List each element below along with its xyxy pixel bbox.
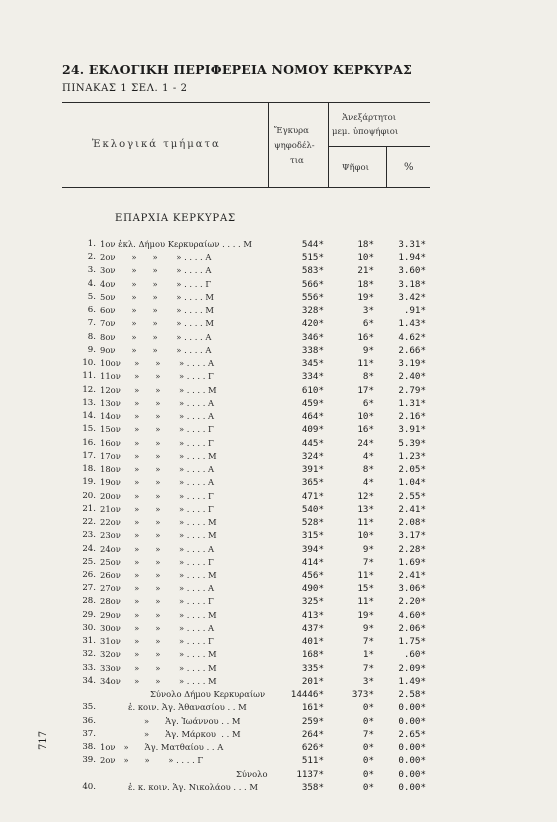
page-number: 717 <box>38 730 49 750</box>
percent-value: 0.00* <box>398 702 426 714</box>
row-number: 28. <box>82 596 96 607</box>
percent-value: 3.18* <box>398 278 426 290</box>
row-label: 22ον » » » . . . . Μ <box>100 517 217 528</box>
row-label: 20ον » » » . . . . Γ <box>100 490 214 501</box>
percent-value: 2.09* <box>398 662 426 674</box>
row-label: 14ον » » » . . . . Α <box>100 411 215 422</box>
row-number: 37. <box>82 728 96 739</box>
votes-value: 19* <box>357 291 374 303</box>
votes-value: 10* <box>357 411 374 423</box>
valid-ballots-value: 394* <box>301 543 324 555</box>
row-label: 24ον » » » . . . . Α <box>100 543 215 554</box>
header-subrule <box>328 146 430 147</box>
percent-value: 2.55* <box>398 490 426 502</box>
row-label: 8ον » » » . . . . Α <box>100 331 212 342</box>
header-valid-2: ψηφοδέλ- <box>274 141 315 151</box>
votes-value: 15* <box>357 583 374 595</box>
votes-value: 9* <box>362 344 374 356</box>
row-label: 27ον » » » . . . . Α <box>100 583 215 594</box>
valid-ballots-value: 490* <box>301 583 324 595</box>
percent-value: 2.41* <box>398 570 426 581</box>
row-label: 16ον » » » . . . . Γ <box>100 437 214 448</box>
valid-ballots-value: 471* <box>301 490 324 502</box>
valid-ballots-value: 583* <box>301 265 324 277</box>
row-label: 31ον » » » . . . . Γ <box>100 636 214 647</box>
votes-value: 9* <box>362 622 374 634</box>
percent-value: 2.79* <box>398 384 426 396</box>
row-number: 25. <box>82 556 96 567</box>
row-label: 2ον » » » . . . . Α <box>100 252 212 263</box>
percent-value: 1.31* <box>398 397 426 409</box>
row-number: 19. <box>82 477 96 488</box>
row-number: 39. <box>82 755 96 766</box>
votes-value: 16* <box>357 424 374 436</box>
percent-value: 1.49* <box>398 675 426 687</box>
votes-value: 0* <box>362 715 374 727</box>
valid-ballots-value: 324* <box>301 450 324 462</box>
votes-value: 7* <box>362 662 374 674</box>
votes-value: 11* <box>357 517 374 529</box>
votes-value: 10* <box>357 252 374 264</box>
votes-value: 6* <box>362 397 374 409</box>
row-label: 6ον » » » . . . . Μ <box>100 305 214 316</box>
valid-ballots-value: 528* <box>301 517 324 529</box>
row-label: 7ον » » » . . . . Μ <box>100 318 214 329</box>
row-label: 10ον » » » . . . . Α <box>100 358 215 369</box>
row-label: 9ον » » » . . . . Α <box>100 344 212 355</box>
row-number: 27. <box>82 583 96 594</box>
percent-value: 2.40* <box>398 371 426 383</box>
row-number: 4. <box>87 278 96 289</box>
votes-value: 1* <box>362 649 374 661</box>
row-number: 2. <box>87 252 96 263</box>
percent-value: 1.43* <box>398 318 426 330</box>
votes-value: 0* <box>362 755 374 767</box>
votes-value: 24* <box>357 437 374 449</box>
header-divider-3 <box>386 146 387 187</box>
row-number: 26. <box>82 570 96 580</box>
percent-value: .60* <box>403 649 426 661</box>
row-label: 30ον » » » . . . . Α <box>100 622 215 633</box>
row-label: Σύνολο <box>236 768 268 779</box>
percent-value: 1.75* <box>398 636 426 648</box>
percent-value: 1.04* <box>398 477 426 489</box>
valid-ballots-value: 325* <box>301 596 324 608</box>
row-number: 9. <box>87 344 96 355</box>
header-pct: % <box>404 162 414 173</box>
row-number: 34. <box>82 675 96 686</box>
votes-value: 10* <box>357 530 374 542</box>
row-number: 15. <box>82 424 96 435</box>
percent-value: 3.42* <box>398 291 426 303</box>
votes-value: 0* <box>362 768 374 780</box>
votes-value: 9* <box>362 543 374 555</box>
header-divider-2 <box>328 102 329 187</box>
valid-ballots-value: 259* <box>301 715 324 727</box>
valid-ballots-value: 459* <box>301 397 324 409</box>
percent-value: 2.58* <box>398 689 426 701</box>
table-row <box>0 782 557 797</box>
valid-ballots-value: 566* <box>301 278 324 290</box>
percent-value: 2.05* <box>398 464 426 476</box>
row-label: 15ον » » » . . . . Γ <box>100 424 214 435</box>
row-label: 29ον » » » . . . . Μ <box>100 609 217 620</box>
votes-value: 7* <box>362 636 374 648</box>
votes-value: 12* <box>357 490 374 502</box>
votes-value: 373* <box>351 689 374 701</box>
row-label: ἐ. κ. κοιν. Ἁγ. Νικολάου . . . Μ <box>128 781 258 792</box>
percent-value: .91* <box>403 305 426 317</box>
valid-ballots-value: 346* <box>301 331 324 343</box>
valid-ballots-value: 515* <box>301 252 324 264</box>
row-number: 14. <box>82 411 96 422</box>
row-number: 32. <box>82 649 96 660</box>
percent-value: 2.16* <box>398 411 426 423</box>
votes-value: 11* <box>357 570 374 581</box>
percent-value: 2.28* <box>398 543 426 555</box>
header-divider-1 <box>268 102 269 187</box>
votes-value: 19* <box>357 609 374 621</box>
percent-value: 2.41* <box>398 503 426 515</box>
valid-ballots-value: 540* <box>301 503 324 515</box>
percent-value: 2.08* <box>398 517 426 529</box>
percent-value: 1.94* <box>398 252 426 264</box>
row-label: 19ον » » » . . . . Α <box>100 477 215 488</box>
row-label: 28ον » » » . . . . Γ <box>100 596 214 607</box>
row-number: 20. <box>82 490 96 501</box>
votes-value: 6* <box>362 318 374 330</box>
row-label: 17ον » » » . . . . Μ <box>100 450 217 461</box>
row-label: 1ον » Ἁγ. Ματθαίου . . Α <box>100 742 224 753</box>
row-label: 3ον » » » . . . . Α <box>100 265 212 276</box>
row-label: 18ον » » » . . . . Α <box>100 464 215 475</box>
row-number: 31. <box>82 636 96 647</box>
valid-ballots-value: 511* <box>301 755 324 767</box>
row-number: 5. <box>87 291 96 302</box>
row-label: 25ον » » » . . . . Γ <box>100 556 214 567</box>
row-label: 1ον ἐκλ. Δήμου Κερκυραίων . . . . Μ <box>100 239 252 249</box>
percent-value: 3.60* <box>398 265 426 277</box>
percent-value: 4.60* <box>398 609 426 621</box>
percent-value: 0.00* <box>398 781 426 793</box>
valid-ballots-value: 1137* <box>296 768 324 780</box>
row-label: » Ἁγ. Ἰωάννου . . Μ <box>128 715 241 726</box>
percent-value: 5.39* <box>398 437 426 449</box>
percent-value: 3.91* <box>398 424 426 436</box>
percent-value: 3.06* <box>398 583 426 595</box>
row-number: 22. <box>82 517 96 528</box>
valid-ballots-value: 556* <box>301 291 324 303</box>
valid-ballots-value: 610* <box>301 384 324 396</box>
header-valid-3: τια <box>290 156 304 166</box>
valid-ballots-value: 161* <box>301 702 324 714</box>
row-label: 13ον » » » . . . . Α <box>100 397 215 408</box>
percent-value: 1.23* <box>398 450 426 462</box>
votes-value: 7* <box>362 728 374 740</box>
table-subtitle: ΠΙΝΑΚΑΣ 1 ΣΕΛ. 1 - 2 <box>62 83 188 94</box>
row-label: 5ον » » » . . . . Μ <box>100 291 214 302</box>
votes-value: 8* <box>362 371 374 383</box>
percent-value: 2.65* <box>398 728 426 740</box>
percent-value: 0.00* <box>398 755 426 767</box>
row-number: 35. <box>82 702 96 713</box>
percent-value: 2.06* <box>398 622 426 634</box>
page-title: 24. ΕΚΛΟΓΙΚΗ ΠΕΡΙΦΕΡΕΙΑ ΝΟΜΟΥ ΚΕΡΚΥΡΑΣ <box>62 62 413 77</box>
percent-value: 0.00* <box>398 742 426 754</box>
valid-ballots-value: 264* <box>301 728 324 740</box>
row-number: 12. <box>82 384 96 395</box>
section-title: ΕΠΑΡΧΙΑ ΚΕΡΚΥΡΑΣ <box>115 213 236 224</box>
votes-value: 4* <box>362 477 374 489</box>
votes-value: 11* <box>357 596 374 608</box>
row-number: 6. <box>87 305 96 316</box>
row-number: 7. <box>87 318 96 329</box>
votes-value: 11* <box>357 358 374 370</box>
votes-value: 3* <box>362 305 374 317</box>
row-label: 32ον » » » . . . . Μ <box>100 649 217 660</box>
percent-value: 2.66* <box>398 344 426 356</box>
percent-value: 4.62* <box>398 331 426 343</box>
votes-value: 0* <box>362 781 374 793</box>
votes-value: 16* <box>357 331 374 343</box>
header-votes: Ψῆφοι <box>342 163 369 173</box>
row-number: 8. <box>87 331 96 342</box>
row-label: 26ον » » » . . . . Μ <box>100 570 217 580</box>
valid-ballots-value: 358* <box>301 781 324 793</box>
percent-value: 2.20* <box>398 596 426 608</box>
percent-value: 3.17* <box>398 530 426 542</box>
valid-ballots-value: 335* <box>301 662 324 674</box>
valid-ballots-value: 334* <box>301 371 324 383</box>
header-indep-2: μεμ. ὑποψήφιοι <box>332 127 399 137</box>
row-label: 4ον » » » . . . . Γ <box>100 278 212 289</box>
percent-value: 0.00* <box>398 768 426 780</box>
valid-ballots-value: 409* <box>301 424 324 436</box>
valid-ballots-value: 544* <box>301 239 324 250</box>
valid-ballots-value: 345* <box>301 358 324 370</box>
valid-ballots-value: 626* <box>301 742 324 754</box>
row-label: Σύνολο Δήμου Κερκυραίων <box>150 689 266 700</box>
valid-ballots-value: 414* <box>301 556 324 568</box>
percent-value: 0.00* <box>398 715 426 727</box>
row-label: 12ον » » » . . . . Μ <box>100 384 217 395</box>
valid-ballots-value: 338* <box>301 344 324 356</box>
header-valid-1: Ἔγκυρα <box>274 126 309 136</box>
row-number: 30. <box>82 622 96 633</box>
valid-ballots-value: 413* <box>301 609 324 621</box>
valid-ballots-value: 168* <box>301 649 324 661</box>
row-number: 13. <box>82 397 96 408</box>
valid-ballots-value: 201* <box>301 675 324 687</box>
percent-value: 1.69* <box>398 556 426 568</box>
votes-value: 3* <box>362 675 374 687</box>
row-number: 38. <box>82 742 96 753</box>
row-number: 3. <box>87 265 96 276</box>
votes-value: 0* <box>362 702 374 714</box>
row-number: 33. <box>82 662 96 673</box>
valid-ballots-value: 328* <box>301 305 324 317</box>
header-top-rule <box>62 102 430 103</box>
row-number: 40. <box>82 781 96 792</box>
row-number: 24. <box>82 543 96 554</box>
row-label: 21ον » » » . . . . Γ <box>100 503 214 514</box>
votes-value: 18* <box>357 278 374 290</box>
valid-ballots-value: 437* <box>301 622 324 634</box>
row-number: 17. <box>82 450 96 461</box>
row-label: » Ἁγ. Μάρκου . . Μ <box>128 728 241 739</box>
row-number: 18. <box>82 464 96 475</box>
valid-ballots-value: 315* <box>301 530 324 542</box>
votes-value: 18* <box>357 239 374 250</box>
header-bottom-rule <box>62 187 430 188</box>
row-number: 21. <box>82 503 96 514</box>
header-sections: Ἐκλογικά τμήματα <box>92 139 221 150</box>
row-number: 23. <box>82 530 96 541</box>
row-number: 29. <box>82 609 96 620</box>
row-number: 36. <box>82 715 96 726</box>
valid-ballots-value: 401* <box>301 636 324 648</box>
valid-ballots-value: 365* <box>301 477 324 489</box>
votes-value: 17* <box>357 384 374 396</box>
valid-ballots-value: 445* <box>301 437 324 449</box>
valid-ballots-value: 14446* <box>290 689 324 701</box>
valid-ballots-value: 391* <box>301 464 324 476</box>
votes-value: 8* <box>362 464 374 476</box>
percent-value: 3.19* <box>398 358 426 370</box>
row-label: ἐ. κοιν. Ἁγ. Ἀθανασίου . . Μ <box>128 702 247 713</box>
row-number: 1. <box>87 239 96 249</box>
valid-ballots-value: 420* <box>301 318 324 330</box>
percent-value: 3.31* <box>398 239 426 250</box>
row-label: 33ον » » » . . . . Μ <box>100 662 217 673</box>
row-label: 2ον » » » . . . . Γ <box>100 755 204 766</box>
row-label: 23ον » » » . . . . Μ <box>100 530 217 541</box>
votes-value: 7* <box>362 556 374 568</box>
row-number: 11. <box>82 371 96 382</box>
votes-value: 13* <box>357 503 374 515</box>
row-number: 16. <box>82 437 96 448</box>
votes-value: 0* <box>362 742 374 754</box>
header-indep-1: Ἀνεξάρτητοι <box>342 113 397 123</box>
row-label: 11ον » » » . . . . Γ <box>100 371 214 382</box>
valid-ballots-value: 456* <box>301 570 324 581</box>
valid-ballots-value: 464* <box>301 411 324 423</box>
votes-value: 21* <box>357 265 374 277</box>
row-number: 10. <box>82 358 96 369</box>
votes-value: 4* <box>362 450 374 462</box>
row-label: 34ον » » » . . . . Μ <box>100 675 217 686</box>
